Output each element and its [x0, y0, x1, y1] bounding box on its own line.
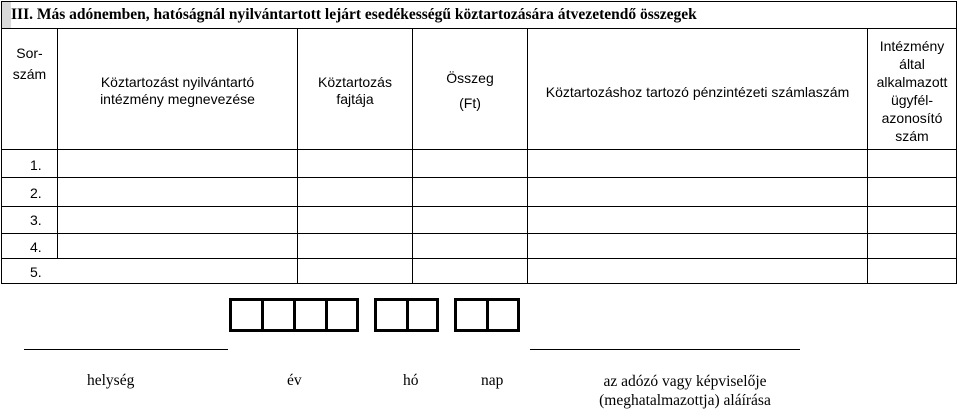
header-account-line: Köztartozáshoz tartozó pénzintézeti számlaszám: [545, 84, 850, 100]
header-sorszam-line: Sor-: [16, 45, 43, 61]
header-institution: [58, 74, 297, 108]
header-amount-line: (Ft): [459, 95, 481, 111]
header-client-id-line: ügyfél-: [890, 92, 934, 108]
header-client-id: [868, 37, 956, 145]
header-client-id-line: Intézmény: [879, 38, 945, 54]
day-label: nap: [481, 372, 504, 389]
institution-input[interactable]: [58, 150, 297, 177]
section-title: III. Más adónemben, hatóságnál nyilvántartott lejárt esedékességű köztartozására átvezetendő összegek: [11, 6, 697, 23]
month-label: hó: [403, 372, 419, 389]
header-sorszam-line: szám: [12, 66, 47, 82]
client-id-input[interactable]: [868, 150, 956, 177]
row-number: 3.: [30, 212, 42, 228]
month-input-boxes[interactable]: [374, 298, 439, 332]
place-label: helység: [87, 372, 135, 389]
header-type: [298, 74, 412, 108]
row-number: 2.: [30, 185, 42, 201]
signer-label-line: az adózó vagy képviselője: [603, 373, 767, 390]
account-input[interactable]: [528, 150, 867, 177]
header-sorszam: [2, 45, 57, 83]
signer-label: [550, 372, 820, 410]
header-institution-line: Köztartozást nyilvántartó: [100, 74, 255, 90]
col-divider: [57, 29, 58, 258]
row-number: 1.: [30, 157, 42, 173]
header-institution-line: intézmény megnevezése: [100, 91, 255, 107]
year-input-boxes[interactable]: [229, 298, 359, 332]
header-account: [528, 84, 867, 101]
section-title-bar: [2, 2, 956, 29]
year-label: év: [287, 372, 302, 389]
header-amount: [413, 70, 527, 112]
row-divider: [2, 177, 956, 178]
day-input-boxes[interactable]: [454, 298, 520, 332]
header-client-id-line: által: [899, 56, 925, 72]
header-amount-line: Összeg: [446, 70, 494, 86]
header-client-id-line: azonosító: [881, 110, 943, 126]
type-input[interactable]: [298, 150, 412, 177]
header-type-line: fajtája: [336, 91, 374, 107]
amount-input[interactable]: [413, 150, 527, 177]
header-client-id-line: szám: [895, 128, 929, 144]
place-line[interactable]: [24, 349, 228, 350]
header-client-id-line: alkalmazott: [876, 74, 948, 90]
header-type-line: Köztartozás: [318, 74, 392, 90]
signature-line[interactable]: [530, 349, 800, 350]
obligations-table: [1, 1, 957, 284]
row-divider: [2, 206, 956, 207]
title-shading: [2, 2, 11, 28]
row-divider: [2, 258, 956, 259]
row-number: 4.: [30, 239, 42, 255]
signer-label-line: (meghatalmazottja) aláírása: [599, 392, 771, 409]
row-divider: [2, 233, 956, 234]
row-number: 5.: [30, 264, 42, 280]
